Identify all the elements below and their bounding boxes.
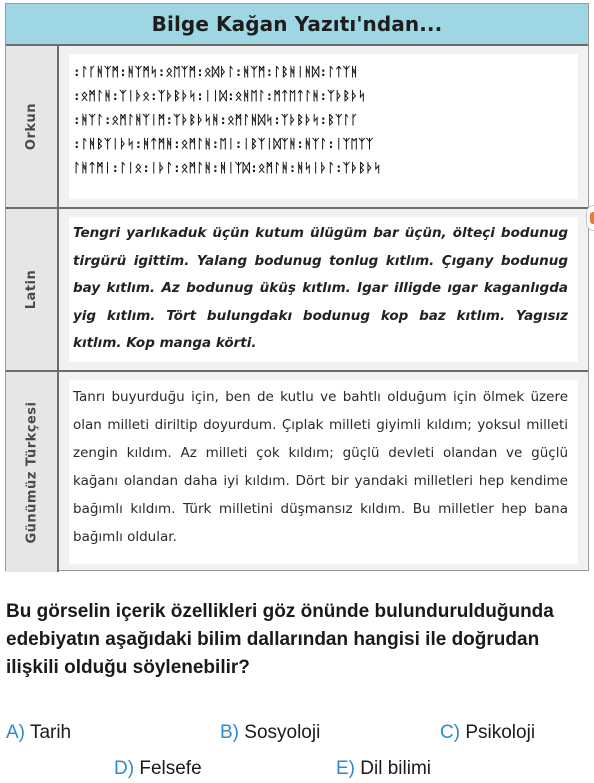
table-title: Bilge Kağan Yazıtı'ndan... bbox=[151, 12, 443, 36]
option-c[interactable] bbox=[440, 722, 535, 744]
runic-line: :ᛟᛗᛚᚻ:ᛉᛁᚦᛟ:ᛉᚦᛒᚦᛋ:ᛁᛁᛞ:ᛟᚻᛖᛚ:ᛗᛏᛖᛏᛚᚻ:ᛉᚦᛒᚦᛋ bbox=[73, 88, 366, 103]
modern-translation: Tanrı buyurduğu için, ben de kutlu ve bahtlı olduğum için ölmek üzere olan milleti diriltip doyurdum. Çıplak milleti giyimli kıldım; yoksul milleti zengin kıldım. Az milleti çok kıldım; güçlü devleti olandan ve güçlü kağanı olandan daha iyi kıldım. Dört bir yandaki milletleri hep kendime bağımlı kıldım. Türk milletini düşmansız kıldım. Bu milletler hep bana bağımlı oldular. bbox=[73, 389, 568, 545]
runic-line: ᛚᚻᛏᛗᛁ:ᛚᛁᛟ:ᛁᚦᛚ:ᛟᛗᛚᚻ:ᚻᛁᛉᛞ:ᛟᛗᛚᚻ:ᚻᛋᛁᚦᛚ:ᛉᚦᛒᚦᛋ bbox=[73, 160, 382, 175]
option-e-letter: E) bbox=[336, 758, 355, 779]
orkun-row bbox=[6, 46, 588, 209]
modern-label-cell bbox=[6, 372, 59, 572]
option-b-text: Sosyoloji bbox=[244, 722, 321, 743]
option-b-letter: B) bbox=[220, 722, 239, 743]
modern-label: Günümüz Türkçesi bbox=[24, 401, 39, 543]
option-e-text: Dil bilimi bbox=[360, 758, 432, 779]
question-text: Bu görselin içerik özellikleri göz önünde bulundurulduğunda edebiyatın aşağıdaki bilim dallarından hangisi ile doğrudan ilişkili olduğu söylenebilir? bbox=[6, 601, 554, 678]
orkun-label: Orkun bbox=[24, 102, 39, 151]
option-d-text: Felsefe bbox=[139, 758, 202, 779]
option-a[interactable] bbox=[6, 722, 71, 744]
orkun-label-cell bbox=[6, 46, 59, 207]
latin-label: Latin bbox=[23, 269, 39, 310]
runic-text-block bbox=[69, 54, 578, 180]
option-c-letter: C) bbox=[440, 722, 461, 743]
inscription-table bbox=[5, 3, 589, 571]
option-a-text: Tarih bbox=[29, 722, 72, 743]
latin-row bbox=[6, 209, 588, 372]
runic-line: :ᛚᚻᛒᛉᛁᚦᛋ:ᚻᛏᛗᚻ:ᛟᛗᛚᚻ:ᛖᛁ:ᛁᛒᛉᛁᛞᛉᚻ:ᚻᛉᛚ:ᛁᛉᛖᛉᛉ bbox=[73, 136, 374, 151]
option-e[interactable] bbox=[336, 758, 431, 780]
latin-transcription: Tengri yarlıkaduk üçün kutum ülügüm bar üçün, ölteçi bodunug tirgürü igittim. Yalang bodunug tonlug kıtlım. Çıgany bodunug bay kıtlım. Az bodunug üküş kıtlım. Igar illigde ıgar kaganlıgda yig kıtlım. Tört bulungdakı bodunug kop baz kıtlım. Yagısız kıtlım. Kop manga körti. bbox=[73, 225, 568, 351]
latin-content bbox=[69, 217, 578, 362]
modern-content bbox=[69, 380, 578, 564]
runic-line: :ᛚᚴᚻᛉᛗ:ᚻᛉᛗᛋ:ᛟᛖᛉᛗ:ᛟᛞᚦᛚ:ᚻᛉᛗ:ᛚᛒᚻᛁᚻᛞ:ᛚᛏᛉᚻ bbox=[73, 64, 359, 79]
runic-line: :ᚻᛉᛚ:ᛟᛗᛚᚻᛉᛁᛗ:ᛉᚦᛒᚦᛋᚻ:ᛟᛗᛚᚻᛞᛋ:ᛉᚦᛒᚦᛋ:ᛒᛉᛚᚴ bbox=[73, 112, 359, 127]
latin-label-cell bbox=[6, 209, 59, 370]
option-c-text: Psikoloji bbox=[465, 722, 536, 743]
modern-turkish-row bbox=[6, 372, 588, 572]
option-b[interactable] bbox=[220, 722, 320, 744]
option-d[interactable] bbox=[114, 758, 202, 780]
table-title-bar bbox=[6, 4, 588, 46]
option-d-letter: D) bbox=[114, 758, 135, 779]
orkun-content bbox=[69, 54, 578, 199]
side-tab-marker bbox=[586, 205, 594, 231]
option-a-letter: A) bbox=[6, 722, 25, 743]
